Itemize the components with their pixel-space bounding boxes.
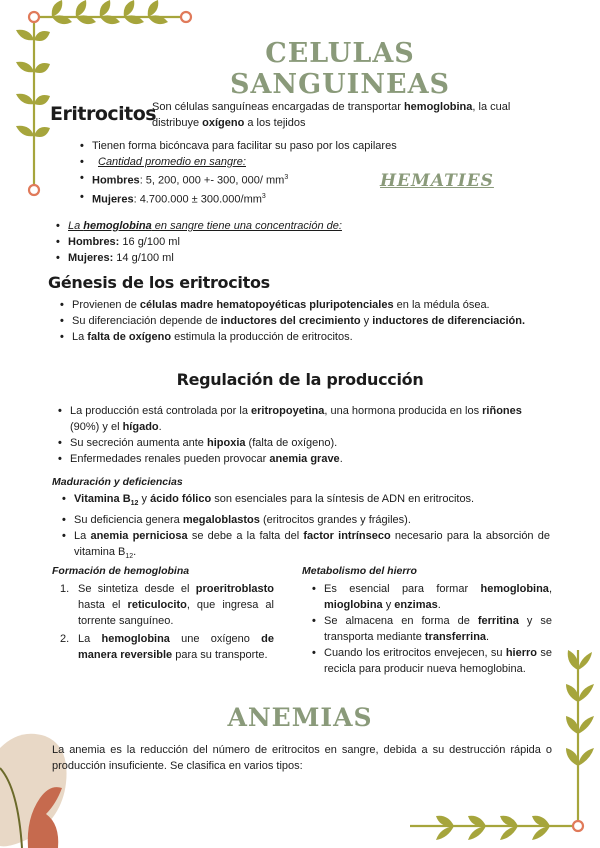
metabolismo-heading: Metabolismo del hierro: [302, 565, 417, 577]
genesis-heading: Génesis de los eritrocitos: [48, 273, 270, 292]
genesis-list: [58, 297, 548, 345]
formacion-heading: Formación de hemoglobina: [52, 565, 190, 577]
list-item: • La producción está controlada por la eritropoyetina, una hormona producida en los riñones (90%) y el hígado.: [56, 403, 550, 435]
list-item: • Provienen de células madre hematopoyéticas pluripotenciales en la médula ósea.: [58, 297, 548, 313]
anemias-heading: ANEMIAS: [227, 703, 373, 732]
hemoglobina-list: [54, 218, 454, 266]
list-item: • Es esencial para formar hemoglobina, mioglobina y enzimas.: [310, 581, 552, 613]
list-item: • Su secreción aumenta ante hipoxia (falta de oxígeno).: [56, 435, 550, 451]
list-item: • Cantidad promedio en sangre:: [78, 154, 458, 170]
page-title: CELULAS SANGUINEAS: [229, 38, 451, 100]
eritrocitos-intro: Son células sanguíneas encargadas de transportar hemoglobina, la cual distribuye oxígeno a los tejidos: [152, 101, 511, 129]
list-item: • Vitamina $B_{12}$ y ácido fólico son esenciales para la síntesis de ADN en eritrocitos.: [60, 491, 550, 512]
list-item: • Su deficiencia genera megaloblastos (eritrocitos grandes y frágiles).: [60, 512, 550, 528]
list-item: • Enfermedades renales pueden provocar anemia grave.: [56, 451, 550, 467]
maduracion-list: [60, 491, 550, 565]
list-item: • Mujeres: 14 g/100 ml: [54, 250, 454, 266]
list-item: • Su diferenciación depende de inductores del crecimiento y inductores de diferenciación.: [58, 313, 548, 329]
regulacion-heading: Regulación de la producción: [176, 370, 424, 389]
list-item: • Hombres: 5, 200, 000 +- 300, 000/ $mm^3$: [78, 170, 458, 189]
list-item: • La anemia perniciosa se debe a la falta del factor intrínseco necesario para la absorción de vitamina $B_{12}$.: [60, 528, 550, 565]
hematies-label: HEMATIES: [380, 171, 494, 191]
list-item: • Cuando los eritrocitos envejecen, su hierro se recicla para producir nueva hemoglobina.: [310, 645, 552, 677]
list-item: • La falta de oxígeno estimula la producción de eritrocitos.: [58, 329, 548, 345]
list-item: 2. La hemoglobina une oxígeno de manera reversible para su transporte.: [60, 633, 274, 661]
metabolismo-list: [310, 581, 552, 677]
formacion-list: [60, 581, 274, 663]
list-item: • La hemoglobina en sangre tiene una concentración de:: [54, 218, 454, 234]
list-item: 1. Se sintetiza desde el proeritroblasto hasta el reticulocito, que ingresa al torrente sanguíneo.: [60, 583, 274, 627]
list-item: • Tienen forma bicóncava para facilitar su paso por los capilares: [78, 138, 458, 154]
maduracion-heading: Maduración y deficiencias: [52, 476, 183, 488]
eritrocitos-heading: Eritrocitos: [50, 103, 157, 125]
regulacion-list: [56, 403, 550, 467]
anemias-text: La anemia es la reducción del número de eritrocitos en sangre, debida a su destrucción rápida o producción insuficiente. Se clasifica en varios tipos:: [52, 744, 552, 772]
list-item: • Se almacena en forma de ferritina y se transporta mediante transferrina.: [310, 613, 552, 645]
list-item: • Mujeres: $4.700.000 \pm 300.000/mm^3$: [78, 189, 458, 208]
list-item: • Hombres: 16 g/100 ml: [54, 234, 454, 250]
